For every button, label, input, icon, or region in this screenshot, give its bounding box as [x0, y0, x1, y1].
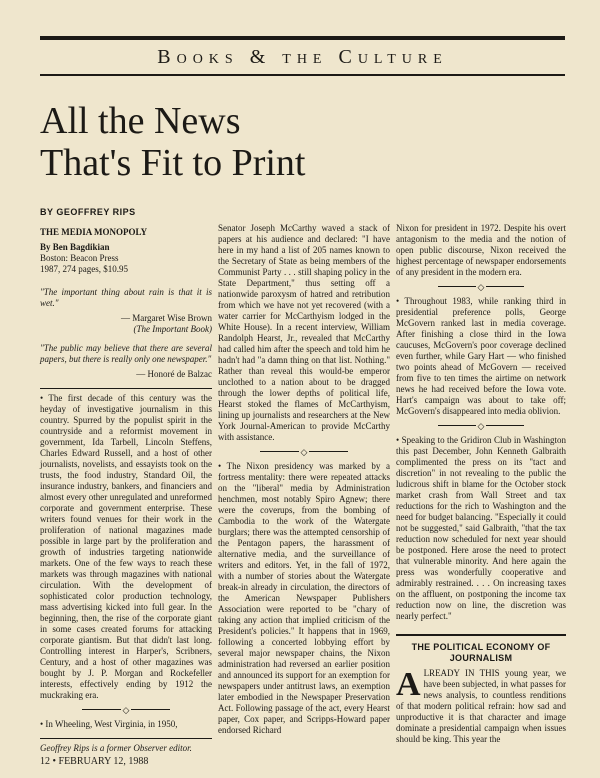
paragraph-6: • Throughout 1983, while ranking third in presidential preference polls, George McGovern ranked last in media coverage. After finishing a close third in the Iowa caucuses, McGovern's poor coverage declined even further, while Gary Hart — who finished two points ahead of McGovern — received from five to ten times the airtime on network news he had received before the Iowa vote. Hart's campaign was about to take off; McGovern's disappeared into media oblivion. — [396, 296, 566, 416]
section-divider — [218, 447, 390, 455]
paragraph-3: Senator Joseph McCarthy waved a stack of papers at his audience and declared: "I have here in my hand a list of 205 names known to the Secretary of State as being members of the Communist Party . . . still shaping policy in the State Department," thus setting off a nationwide paroxysm of hatred and retribution from which we have not yet recovered (with a water carrier for McCarthyism lodged in the White House). In a recent interview, William Randolph Hearst, Jr., revealed that McCarthy had called him after the speech and told him he hadn't had "a damn thing on that list. Nothing." Rather than reveal this would-be emperor unclothed to a nation about to be dragged through the lower depths of political life, Hearst stoked the flames of McCarthyism, lining up journalists and researchers at the New York Journal-American to provide McCarthy with assistance. — [218, 223, 390, 442]
book-author: By Ben Bagdikian — [40, 242, 110, 252]
drop-cap: A — [396, 666, 421, 703]
section-divider — [396, 421, 566, 429]
paragraph-4: • The Nixon presidency was marked by a fortress mentality: there were repeated attacks on the "liberal" media by Administration henchmen, most notably Spiro Agnew; there were the coverups, from the bombing of Cambodia to the work of the Watergate burglars; there was the attempted censorship of the Pentagon papers, the harassment of alternative media, and the surveillance of writers and editors. Yet, in the fall of 1972, with a number of stories about the Watergate break-in already in circulation, the directors of the American Newspaper Publishers Association were reported to be "chary of taking any action that implied criticism of the President's policies." It happens that in 1969, following a concerted lobbying effort by several major newspaper chains, the Nixon administration had reversed an earlier position and announced its support for an exemption for newspapers under antitrust laws, an exemption later embodied in the Newspaper Preservation Act. Following passage of the act, every Hearst paper, Cox paper, and Scripps-Howard paper endorsed Richard — [218, 461, 390, 735]
epigraph-1-author: — Margaret Wise Brown — [120, 313, 212, 323]
author-credit: Geoffrey Rips is a former Observer editor. — [40, 743, 192, 753]
book-title: THE MEDIA MONOPOLY — [40, 227, 148, 237]
column-1 — [40, 227, 212, 758]
diamond-icon: ◇ — [300, 447, 308, 457]
credit-rule — [40, 738, 212, 739]
header-rule — [40, 74, 565, 76]
section-divider — [40, 705, 212, 713]
section-divider — [396, 282, 566, 290]
headline-line-2: That's Fit to Print — [40, 142, 306, 184]
paragraph-1: • The first decade of this century was the heyday of investigative journalism in this country. Spurred by the populist spirit in the countryside and a reformist movement in government, Ida Tarbell, Lincoln Steffens, Charles Edward Russell, and a host of other journalists, novelists, and essayists took on the trusts, the food industry, Standard Oil, the insurance industry, bankers, and financiers and almost every other unregulated and unreformed corporate and government enterprise. These writers found venues for their work in the proliferation of national magazines made possible in large part by the proliferation and growth of industries targeting nationwide markets. One of the few ways to reach these markets was through magazines with national circulation. With the development of sophisticated color production technology, mass advertising kicked into full gear. In the beginning, then, the rise of the corporate giant in some cases created forums for attacking corporate giantism. But that didn't last long. Controlling interest in Harper's, Scribners, Century, and a host of other magazines was bought by J. P. Morgan and Rockefeller interests, effectively ending by 1912 the muckraking era. — [40, 393, 212, 700]
book-details: 1987, 274 pages, $10.95 — [40, 264, 128, 274]
top-rule — [40, 36, 565, 40]
page-footer: 12 • FEBRUARY 12, 1988 — [40, 756, 149, 767]
book-publisher: Boston: Beacon Press — [40, 253, 119, 263]
sidebox-heading: THE POLITICAL ECONOMY OF JOURNALISM — [411, 642, 551, 663]
diamond-icon: ◇ — [122, 705, 130, 715]
paragraph-2: • In Wheeling, West Virginia, in 1950, — [40, 719, 178, 729]
diamond-icon: ◇ — [477, 282, 485, 292]
column-3 — [396, 223, 566, 749]
epigraph-2: "The public may believe that there are several papers, but there is really only one newspaper." — [40, 343, 212, 364]
epigraph-1: "The important thing about rain is that it is wet." — [40, 287, 212, 308]
diamond-icon: ◇ — [477, 421, 485, 431]
paragraph-5: Nixon for president in 1972. Despite his overt antagonism to the media and the notion of open public discourse, Nixon received the highest percentage of newspaper endorsements of any president in the modern era. — [396, 223, 566, 277]
epigraph-1-source: (The Important Book) — [133, 324, 212, 334]
headline — [40, 100, 400, 184]
column-2 — [218, 223, 390, 740]
epigraph-2-author: — Honoré de Balzac — [136, 369, 212, 379]
headline-line-1: All the News — [40, 100, 241, 142]
column-rule — [40, 388, 212, 389]
sidebox-rule — [396, 634, 566, 636]
sidebox-text: LREADY IN THIS young year, we have been subjected, in what passes for news analysis, to countless renditions of that modern political refrain: how sad and unproductive it is that character and image dominate a presidential campaign when issues should be king. This year the — [396, 668, 566, 744]
section-header: Books & the Culture — [157, 46, 448, 68]
paragraph-7: • Speaking to the Gridiron Club in Washington this past December, John Kenneth Galbraith complimented the press on its "tact and discretion" in not revealing to the public the ludicrous shift in blame for the October stock market crash from Wall Street and tax reductions for the rich to Washington and the need for budget balancing. "Especially it could not be suggested," said Galbraith, "that the tax reduction now scheduled for next year should be postponed. Here arose the need to protect that vulnerable minority. And here again the press was wonderfully cooperative and admirably restrained. . . . On increasing taxes on the affluent, on postponing the income tax reduction now on line, the discretion was nearly perfect." — [396, 435, 566, 621]
sidebox-body — [396, 668, 566, 745]
byline: BY GEOFFREY RIPS — [40, 207, 136, 217]
